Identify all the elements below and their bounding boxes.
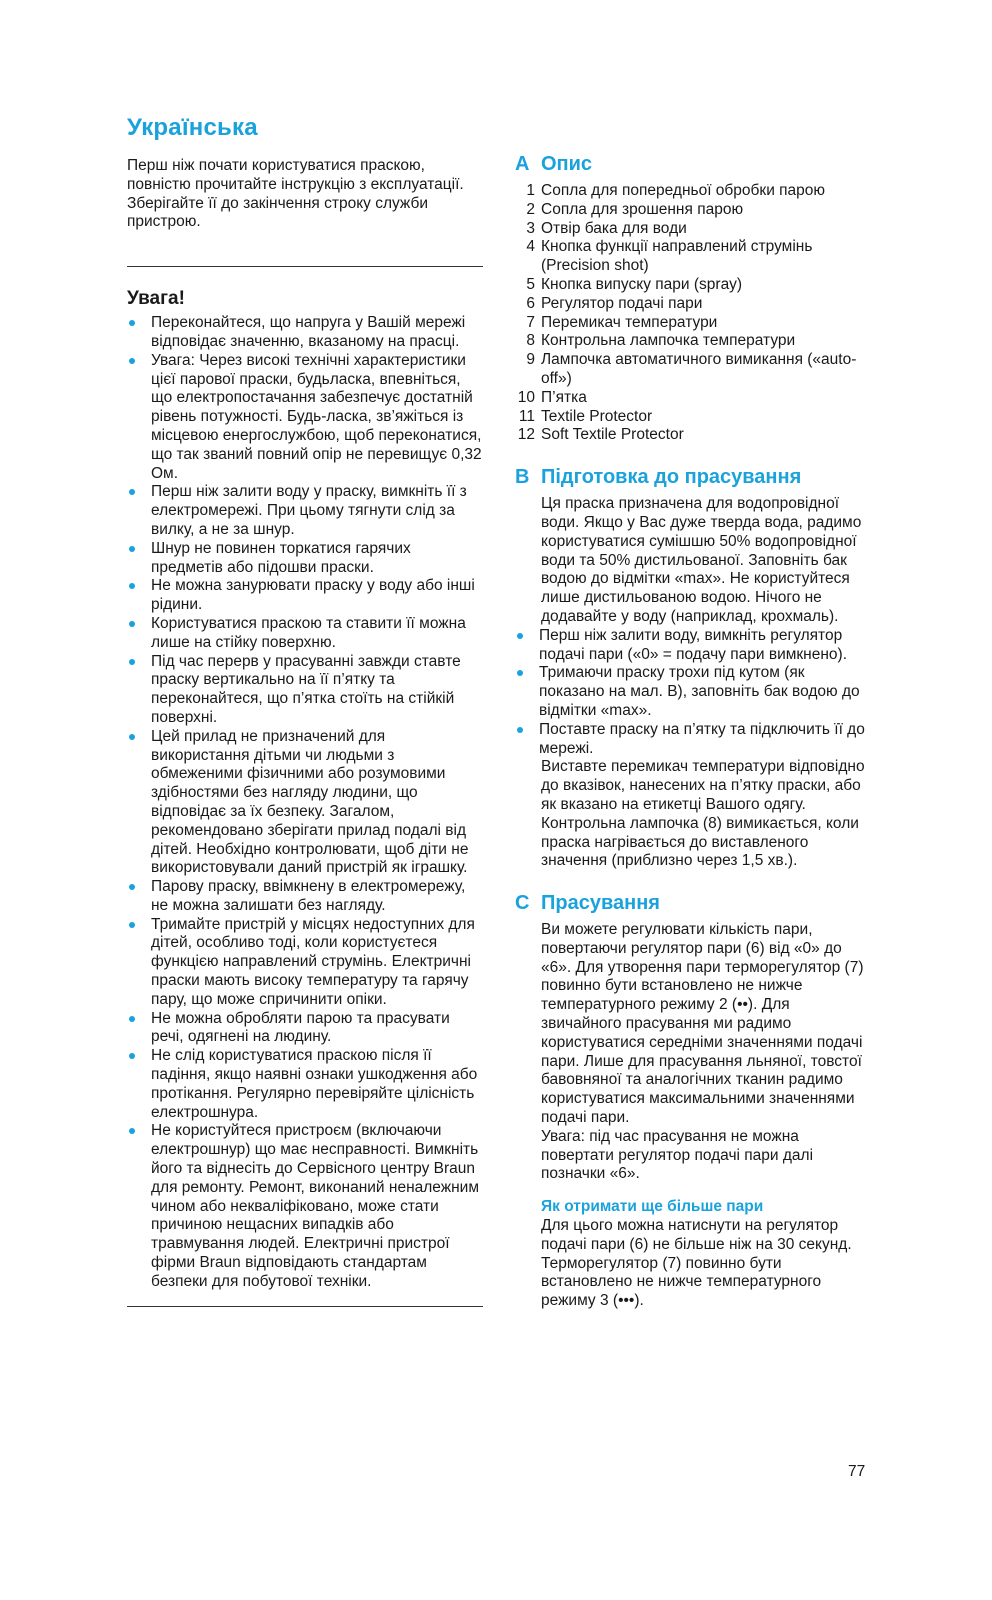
warning-item: Перш ніж залити воду у праску, вимкніть її з електромережі. При цьому тягнути слід за вилку, а не за шнур.: [127, 483, 483, 539]
section-b-list: [515, 627, 867, 759]
bullet-icon: [129, 621, 135, 627]
bullet-icon: [129, 489, 135, 495]
parts-list: [515, 182, 867, 445]
parts-list-item: 8 Контрольна лампочка температури: [526, 332, 796, 350]
page-number: 77: [848, 1463, 866, 1480]
section-b-item: Перш ніж залити воду, вимкніть регулятор подачі пари («0» = подачу пари вимкнено).: [515, 627, 867, 665]
section-b-item: Тримаючи праску трохи під кутом (як показано на мал. B), заповніть бак водою до відмітки «max».: [515, 664, 867, 720]
section-b-intro: Ця праска призначена для водопровідної води. Якщо у Вас дуже тверда вода, радимо користуватися сумішшю 50% водопровідної води та 50% дистильованої. Заповніть бак водою до відмітки «max». Не користуйтеся лише дистильованою водою. Нічого не додавайте у воду (наприклад, крохмаль).: [541, 495, 862, 625]
parts-list-item: 11 Textile Protector: [518, 407, 653, 425]
intro-text: Перш ніж почати користуватися праскою, повністю прочитайте інструкцію з експлуатації. Зберігайте її до закінчення строку служби пристрою.: [127, 157, 464, 231]
warning-item: Шнур не повинен торкатися гарячих предметів або підошви праски.: [127, 540, 483, 578]
page-title: Українська: [127, 114, 258, 141]
bullet-icon: [129, 583, 135, 589]
section-letter: B: [515, 466, 530, 489]
parts-list-item: 4 Кнопка функції направлений струмінь (Precision shot): [526, 238, 813, 275]
bullet-icon: [129, 659, 135, 665]
warning-item: Цей прилад не призначений для використання дітьми чи людьми з обмеженими фізичними або розумовими здібностями без нагляду людини, що відповідає за їх безпеку. Загалом, рекомендовано зберігати прилад подалі від дітей. Необхідно контролювати, щоб діти не використовували даний пристрій як іграшку.: [127, 728, 483, 878]
bullet-icon: [129, 1128, 135, 1134]
warning-heading: Увага!: [127, 288, 185, 310]
parts-list-item: 2 Сопла для зрошення парою: [526, 200, 744, 218]
warning-item: Переконайтеся, що напруга у Вашій мережі відповідає значенню, вказаному на прасці.: [127, 314, 483, 352]
warning-item: Не користуйтеся пристроєм (включаючи електрошнур) що має несправності. Вимкніть його та віднесіть до Сервісного центру Braun для ремонту. Ремонт, виконаний неналежним чином або некваліфіковано, може стати причиною нещасних випадків або травмування людей. Електричні пристрої фірми Braun відповідають стандартам безпеки для побутової техніки.: [127, 1122, 483, 1291]
section-a-heading: A Опис: [515, 153, 593, 175]
bullet-icon: [129, 734, 135, 740]
parts-list-item: 7 Перемикач температури: [526, 313, 718, 331]
parts-list-item: 10 П’ятка: [517, 388, 587, 406]
bullet-icon: [129, 1016, 135, 1022]
section-b-heading: B Підготовка до прасування: [515, 466, 802, 489]
section-c-body: Ви можете регулювати кількість пари, повертаючи регулятор пари (6) від «0» до «6». Для утворення пари терморегулятор (7) повинно бути встановлено не нижче температурного режиму 2 (••). Для звичайного прасування ми радимо користуватися середніми значеннями подачі пари. Лише для прасування льняної, товстої бавовняної та аналогічних тканин радимо користуватися максимальними значеннями подачі пари. Увага: під час прасування не можна повертати регулятор подачі пари далі позначки «6».: [541, 921, 864, 1183]
warning-item: Увага: Через високі технічні характеристики цієї парової праски, будьласка, впевніться, що електропостачання забезпечує достатній рівень потужності. Будь-ласка, зв’яжіться із місцевою енергослужбою, щоб переконатися, що так званий повний опір не перевищує 0,32 Ом.: [127, 352, 483, 484]
bullet-icon: [129, 884, 135, 890]
warning-item: Парову праску, ввімкнену в електромережу, не можна залишати без нагляду.: [127, 878, 483, 916]
parts-list-item: 3 Отвір бака для води: [526, 219, 687, 237]
parts-list-item: 5 Кнопка випуску пари (spray): [526, 275, 743, 293]
divider-bottom: [127, 1306, 483, 1307]
left-column: [127, 157, 483, 1307]
bullet-icon: [129, 922, 135, 928]
warning-item: Не можна занурювати праску у воду або інші рідини.: [127, 577, 483, 615]
section-b-item: Поставте праску на п’ятку та підключить її до мережі.: [515, 721, 867, 759]
bullet-icon: [517, 633, 523, 639]
parts-list-item: 9 Лампочка автоматичного вимикання («auto-off»): [526, 351, 857, 387]
section-letter: C: [515, 892, 530, 915]
warning-list: [127, 314, 483, 1291]
warning-item: Не слід користуватися праскою після її падіння, якщо наявні ознаки ушкодження або протікання. Регулярно перевіряйте цілісність електрошнура.: [127, 1047, 483, 1122]
section-c-subheading: Як отримати ще більше пари: [541, 1198, 764, 1216]
section-letter: A: [515, 153, 530, 175]
bullet-icon: [517, 670, 523, 676]
divider-top: [127, 266, 483, 267]
warning-item: Тримайте пристрій у місцях недоступних для дітей, особливо тоді, коли користуєтеся функцією направлений струмінь. Електричні праски мають високу температуру та гарячу пару, що може спричинити опіки.: [127, 916, 483, 1010]
warning-item: Під час перерв у прасуванні завжди ставте праску вертикально на її п’ятку та переконайтеся, що п’ятка стоїть на стійкій поверхні.: [127, 653, 483, 728]
bullet-icon: [129, 1053, 135, 1059]
warning-item: Користуватися праскою та ставити її можна лише на стійку поверхню.: [127, 615, 483, 653]
section-c-heading: C Прасування: [515, 892, 660, 915]
parts-list-item: 12 Soft Textile Protector: [517, 426, 684, 444]
parts-list-item: 6 Регулятор подачі пари: [526, 294, 703, 312]
section-b-after: Виставте перемикач температури відповідно до вказівок, нанесених на п’ятку праски, або як вказано на етикетці Вашого одягу. Контрольна лампочка (8) вимикається, коли праска нагрівається до виставленого значення (приблизно через 1,5 хв.).: [541, 758, 865, 870]
warning-item: Не можна обробляти парою та прасувати речі, одягнені на людину.: [127, 1010, 483, 1048]
bullet-icon: [129, 358, 135, 364]
bullet-icon: [517, 727, 523, 733]
bullet-icon: [129, 320, 135, 326]
right-column: [515, 152, 867, 1311]
parts-list-item: 1 Сопла для попередньої обробки парою: [526, 182, 826, 199]
section-c-sub-body: Для цього можна натиснути на регулятор подачі пари (6) не більше ніж на 30 секунд. Терморегулятор (7) повинно бути встановлено не нижче температурного режиму 3 (•••).: [541, 1217, 852, 1310]
bullet-icon: [129, 546, 135, 552]
